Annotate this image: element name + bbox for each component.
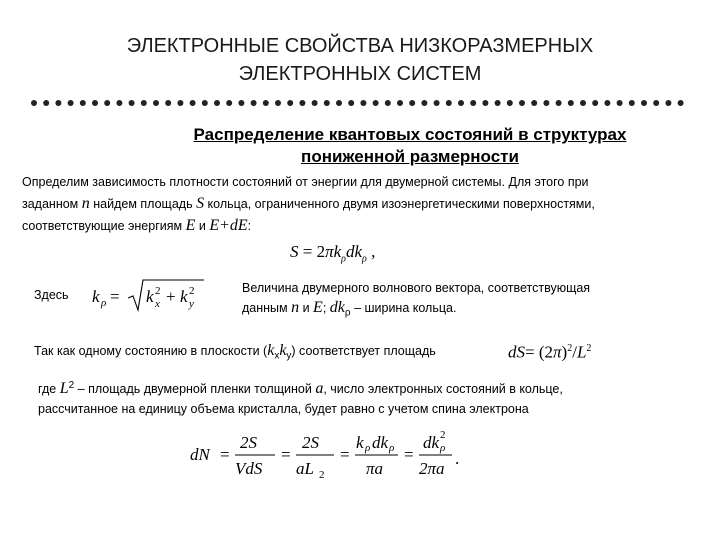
- divider-dot: [263, 100, 269, 106]
- divider-dot: [641, 100, 647, 106]
- divider-dot: [519, 100, 525, 106]
- text-span: соответствующие энергиям: [22, 219, 186, 233]
- formula-symbol: ): [561, 342, 568, 362]
- divider-dot: [336, 100, 342, 106]
- divider-dot: [251, 100, 257, 106]
- divider-dot: [202, 100, 208, 106]
- divider-dot: [531, 100, 537, 106]
- divider-dot: [92, 100, 98, 106]
- formula-symbol: k: [333, 242, 342, 261]
- formula-superscript: 2: [586, 343, 592, 354]
- divider-dot: [629, 100, 635, 106]
- divider-dot: [141, 100, 147, 106]
- divider-dot: [190, 100, 196, 106]
- divider-dot: [31, 100, 37, 106]
- formula-numerator: 2S: [302, 433, 319, 452]
- text-span: ) соответствует площадь: [291, 344, 436, 358]
- var-EdE: E+dE: [209, 217, 248, 234]
- text-span: где: [38, 382, 60, 397]
- formula-symbol: k: [146, 287, 154, 306]
- var-a: a: [315, 380, 324, 398]
- dotted-divider: [30, 96, 694, 110]
- divider-dot: [617, 100, 623, 106]
- divider-dot: [226, 100, 232, 106]
- text-span: – площадь двумерной пленки толщиной: [74, 382, 316, 397]
- divider-dot: [409, 100, 415, 106]
- divider-dot: [129, 100, 135, 106]
- divider-dot: [568, 100, 574, 106]
- divider-dot: [275, 100, 281, 106]
- formula-subscript: ρ: [365, 442, 371, 454]
- slide-title-line2: ЭЛЕКТРОННЫХ СИСТЕМ: [238, 63, 482, 85]
- var-L: L: [59, 380, 69, 398]
- formula-superscript: 2: [440, 429, 446, 441]
- formula-symbol: = (2: [525, 342, 553, 362]
- divider-dot: [592, 100, 598, 106]
- paragraph-states-line2: рассчитанное на единицу объема кристалла, будет равно с учетом спина электрона: [38, 402, 529, 417]
- formula-symbol: dS: [508, 342, 525, 362]
- text-span: – ширина кольца.: [350, 301, 457, 315]
- paragraph-states-line1: [38, 376, 708, 399]
- divider-dot: [580, 100, 586, 106]
- formula-numerator: 2S: [240, 433, 257, 452]
- formula-subscript: 2: [319, 469, 325, 481]
- divider-dot: [165, 100, 171, 106]
- divider-dot: [104, 100, 110, 106]
- paragraph-states-count: [38, 376, 708, 419]
- formula-symbol: .: [455, 449, 460, 468]
- divider-dot: [373, 100, 379, 106]
- text-span: данным: [242, 301, 292, 315]
- formula-symbol: =: [404, 445, 414, 464]
- divider-dot: [678, 100, 684, 106]
- formula-superscript: 2: [189, 285, 195, 297]
- formula-symbol: ,: [366, 242, 376, 261]
- divider-dot: [495, 100, 501, 106]
- formula-numerator: k: [356, 433, 364, 452]
- divider-dot: [43, 100, 49, 106]
- formula-symbol: π: [553, 342, 562, 362]
- divider-dot: [385, 100, 391, 106]
- formula-symbol: dN: [190, 445, 210, 464]
- formula-symbol: L: [576, 342, 587, 362]
- var-S: S: [196, 195, 205, 212]
- formula-symbol: =: [281, 445, 291, 464]
- divider-dot: [458, 100, 464, 106]
- divider-dot: [556, 100, 562, 106]
- text-span: :: [247, 219, 252, 233]
- paragraph-intro: [22, 172, 702, 237]
- text-span: кольца, ограниченного двумя изоэнергетическими поверхностями,: [204, 197, 595, 211]
- divider-dot: [653, 100, 659, 106]
- text-span: Так как одному состоянию в плоскости (: [34, 344, 268, 358]
- var-E: E: [185, 217, 196, 234]
- text-span: и: [299, 301, 314, 315]
- formula-numerator: dk: [423, 433, 440, 452]
- formula-numerator: dk: [372, 433, 389, 452]
- divider-dot: [68, 100, 74, 106]
- formula-symbol: /: [572, 342, 577, 362]
- text-span: , число электронных состояний в кольце,: [323, 382, 563, 397]
- section-subtitle-line2: пониженной размерности: [301, 147, 519, 166]
- divider-dot: [348, 100, 354, 106]
- var-n: n: [291, 299, 300, 316]
- formula-subscript: ρ: [362, 253, 367, 265]
- paragraph-intro-line1: Определим зависимость плотности состояний от энергии для двумерной системы. Для этого при: [22, 175, 589, 189]
- description-wave-vector: [242, 279, 702, 323]
- formula-symbol: k: [180, 287, 188, 306]
- slide-title: [0, 32, 720, 88]
- divider-dot: [55, 100, 61, 106]
- formula-symbol: =: [220, 445, 230, 464]
- paragraph-intro-line3: [22, 215, 702, 237]
- formula-subscript: ρ: [341, 253, 346, 265]
- divider-dot: [434, 100, 440, 106]
- divider-dot: [604, 100, 610, 106]
- formula-symbol: S: [290, 242, 299, 261]
- formula-subscript: ρ: [101, 297, 107, 309]
- divider-dot: [116, 100, 122, 106]
- formula-subscript: ρ: [440, 442, 446, 454]
- formula-k-rho: [92, 270, 222, 316]
- text-span: и: [195, 219, 210, 233]
- formula-subscript: ρ: [389, 442, 395, 454]
- formula-symbol: dk: [345, 242, 363, 261]
- divider-dot: [80, 100, 86, 106]
- text-span: заданном: [22, 197, 82, 211]
- divider-dot: [177, 100, 183, 106]
- divider-dot: [287, 100, 293, 106]
- formula-subscript: x: [274, 350, 280, 362]
- divider-dot: [360, 100, 366, 106]
- formula-area-S: [290, 242, 375, 264]
- paragraph-state-area: [34, 340, 436, 367]
- text-span: найдем площадь: [89, 197, 197, 211]
- description-line2: [242, 298, 702, 323]
- formula-denominator: πa: [366, 459, 384, 478]
- text-span: ;: [322, 301, 330, 315]
- label-here: Здесь: [34, 288, 69, 302]
- formula-denominator: aL: [296, 459, 314, 478]
- var-kx: k: [267, 342, 275, 359]
- divider-dot: [507, 100, 513, 106]
- formula-subscript: y: [189, 298, 194, 310]
- divider-dot: [482, 100, 488, 106]
- section-subtitle-line1: Распределение квантовых состояний в структурах: [193, 125, 627, 144]
- formula-subscript: y: [286, 350, 292, 362]
- formula-symbol: =: [110, 287, 120, 306]
- var-ky: k: [279, 342, 287, 359]
- formula-symbol: = 2: [298, 242, 326, 261]
- var-E: E: [313, 299, 323, 316]
- description-line1: Величина двумерного волнового вектора, соответствующая: [242, 281, 591, 295]
- formula-symbol: =: [340, 445, 350, 464]
- divider-dot: [543, 100, 549, 106]
- formula-subscript: ρ: [344, 307, 351, 319]
- divider-dot: [470, 100, 476, 106]
- paragraph-intro-line2: [22, 193, 702, 215]
- divider-dot: [446, 100, 452, 106]
- formula-denominator: VdS: [235, 459, 263, 478]
- divider-dot: [299, 100, 305, 106]
- formula-superscript: 2: [567, 343, 573, 354]
- divider-dot: [153, 100, 159, 106]
- divider-dot: [238, 100, 244, 106]
- formula-superscript: 2: [68, 380, 75, 391]
- formula-dN: [190, 428, 470, 484]
- formula-denominator: 2πa: [419, 459, 445, 478]
- divider-dot: [421, 100, 427, 106]
- formula-superscript: 2: [155, 285, 161, 297]
- slide-title-line1: ЭЛЕКТРОННЫЕ СВОЙСТВА НИЗКОРАЗМЕРНЫХ: [126, 35, 594, 57]
- var-dk: dk: [329, 299, 345, 316]
- divider-dot: [324, 100, 330, 106]
- formula-symbol: +: [166, 287, 176, 306]
- divider-dot: [214, 100, 220, 106]
- divider-dot: [397, 100, 403, 106]
- formula-dS: [508, 332, 618, 366]
- section-subtitle: [130, 124, 690, 168]
- formula-symbol: π: [325, 242, 334, 261]
- divider-dot: [665, 100, 671, 106]
- var-n: n: [81, 195, 90, 212]
- divider-dot: [312, 100, 318, 106]
- formula-symbol: k: [92, 287, 100, 306]
- formula-subscript: x: [155, 298, 160, 310]
